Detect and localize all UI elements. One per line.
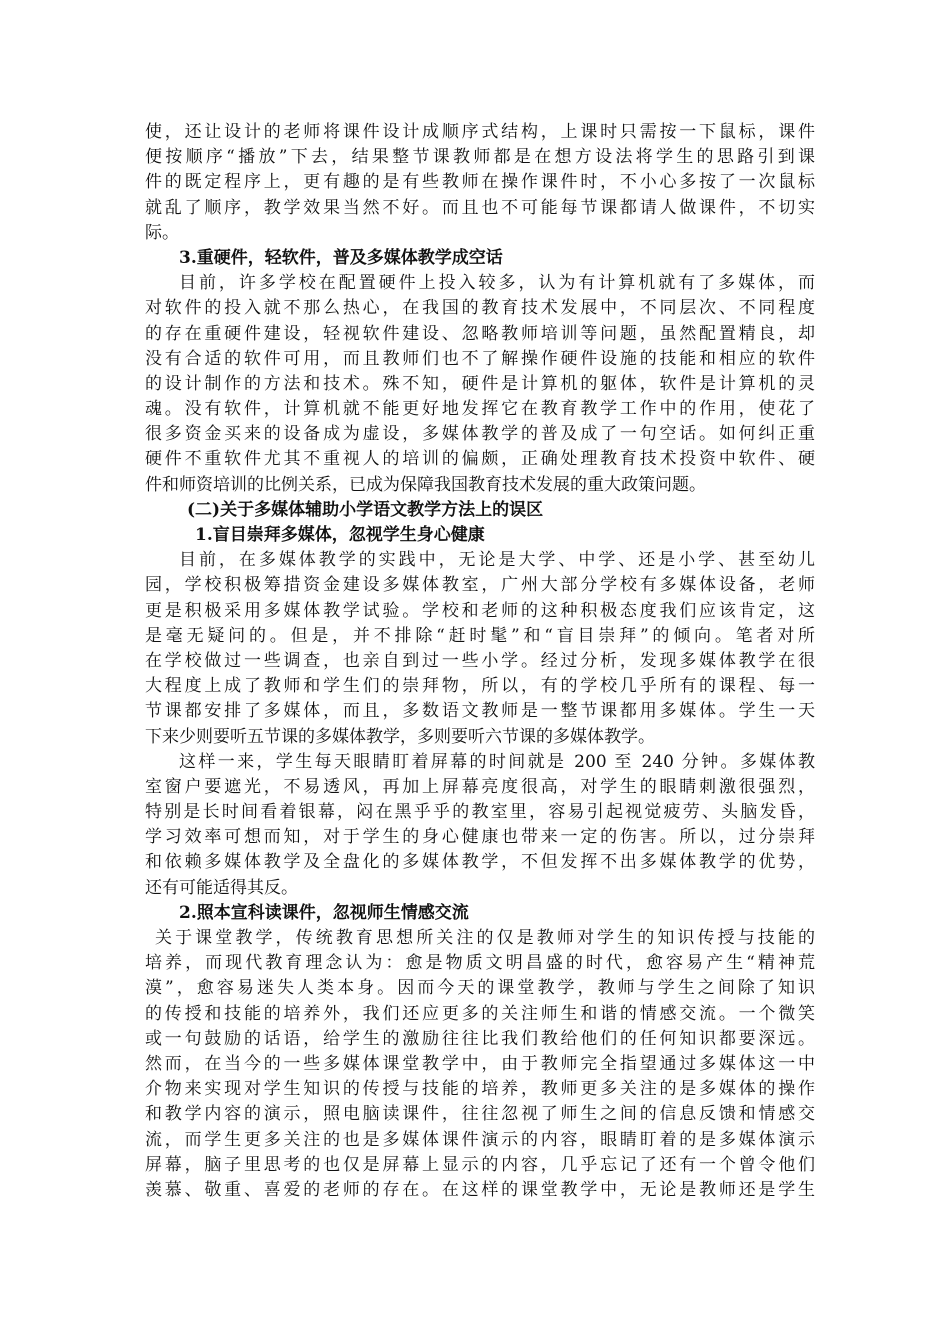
text-line: 屏幕，脑子里思考的也仅是屏幕上显示的内容，几乎忘记了还有一个曾令他们 (145, 1154, 815, 1175)
heading-hardware-software: 3.重硬件，轻软件，普及多媒体教学成空话 (179, 247, 503, 268)
text-line: 节课都安排了多媒体，而且，多数语文教师是一整节课都用多媒体。学生一天 (145, 701, 815, 722)
text-line: 很多资金买来的设备成为虚设，多媒体教学的普及成了一句空话。如何纠正重 (145, 424, 815, 445)
text-line: 流，而学生更多关注的也是多媒体课件演示的内容，眼睛盯着的是多媒体演示 (145, 1129, 815, 1150)
heading-reading-courseware: 2.照本宣科读课件，忽视师生情感交流 (179, 902, 469, 923)
section-heading-methods: (二)关于多媒体辅助小学语文教学方法上的误区 (187, 499, 544, 520)
paragraph-blind-worship (145, 548, 815, 750)
text-line: 件和师资培训的比例关系，已成为保障我国教育技术发展的重大政策问题。 (145, 474, 706, 495)
heading-blind-worship: 1.盲目崇拜多媒体，忽视学生身心健康 (195, 525, 485, 545)
text-line: 使，还让设计的老师将课件设计成顺序式结构，上课时只需按一下鼠标，课件 (145, 122, 815, 142)
text-line: 介物来实现对学生知识的传授与技能的培养，教师更多关注的是多媒体的操作 (145, 1079, 815, 1100)
text-line: 目前，许多学校在配置硬件上投入较多，认为有计算机就有了多媒体，而 (179, 273, 815, 294)
text-line: 魂。没有软件，计算机就不能更好地发挥它在教育教学工作中的作用，使花了 (145, 399, 815, 420)
text-line: 大程度上成了教师和学生们的崇拜物，所以，有的学校几乎所有的课程、每一 (145, 676, 815, 697)
text-line: 或一句鼓励的话语，给学生的激励往往比我们教给他们的任何知识都要深远。 (145, 1028, 815, 1049)
text-line: 际。 (145, 222, 179, 243)
text-line: 羡慕、敬重、喜爱的老师的存在。在这样的课堂教学中，无论是教师还是学生 (145, 1179, 815, 1200)
text-line: 的设计制作的方法和技术。殊不知，硬件是计算机的躯体，软件是计算机的灵 (145, 373, 815, 394)
text-line: 硬件不重软件尤其不重视人的培训的偏颇，正确处理教育技术投资中软件、硬 (145, 449, 815, 470)
text-line: 在学校做过一些调查，也亲自到过一些小学。经过分析，发现多媒体教学在很 (145, 650, 815, 671)
paragraph-hardware-software (145, 271, 815, 498)
text-line: 对软件的投入就不那么热心，在我国的教育技术发展中，不同层次、不同程度 (145, 298, 815, 319)
text-line: 是毫无疑问的。但是，并不排除“赶时髦”和“盲目崇拜”的倾向。笔者对所 (145, 625, 815, 646)
text-line: 和教学内容的演示，照电脑读课件，往往忽视了师生之间的信息反馈和情感交 (145, 1104, 815, 1125)
text-line: 学习效率可想而知，对于学生的身心健康也带来一定的伤害。所以，过分崇拜 (145, 827, 815, 848)
text-line: 和依赖多媒体教学及全盘化的多媒体教学，不但发挥不出多媒体教学的优势， (145, 852, 815, 873)
text-line: 这样一来，学生每天眼睛盯着屏幕的时间就是 200 至 240 分钟。多媒体教 (179, 751, 815, 772)
text-line: 室窗户要遮光，不易透风，再加上屏幕亮度很高，对学生的眼睛刺激很强烈， (145, 776, 815, 797)
text-line: 培养，而现代教育理念认为：愈是物质文明昌盛的时代，愈容易产生“精神荒 (145, 953, 815, 974)
document-body (145, 120, 815, 1203)
text-line: 便按顺序“播放”下去，结果整节课教师都是在想方设法将学生的思路引到课 (145, 147, 815, 168)
text-line: 园，学校积极筹措资金建设多媒体教室，广州大部分学校有多媒体设备，老师 (145, 575, 815, 596)
text-line: 目前，在多媒体教学的实践中，无论是大学、中学、还是小学、甚至幼儿 (179, 550, 815, 571)
text-line: 还有可能适得其反。 (145, 877, 298, 898)
text-line: 关于课堂教学，传统教育思想所关注的仅是教师对学生的知识传授与技能的 (155, 928, 815, 948)
text-line: 特别是长时间看着银幕，闷在黑乎乎的教室里，容易引起视觉疲劳、头脑发昏， (145, 802, 815, 823)
text-line: 就乱了顺序，教学效果当然不好。而且也不可能每节课都请人做课件，不切实 (145, 197, 815, 218)
paragraph-intro (145, 120, 815, 246)
text-line: 下来少则要听五节课的多媒体教学，多则要听六节课的多媒体教学。 (145, 726, 655, 747)
paragraph-emotional-exchange (145, 926, 815, 1203)
text-line: 的传授和技能的培养外，我们还应更多的关注师生和谐的情感交流。一个微笑 (145, 1003, 815, 1024)
text-line: 漠”，愈容易迷失人类本身。因而今天的课堂教学，教师与学生之间除了知识 (145, 978, 815, 999)
text-line: 件的既定程序上，更有趣的是有些教师在操作课件时，不小心多按了一次鼠标 (145, 172, 815, 193)
text-line: 然而，在当今的一些多媒体课堂教学中，由于教师完全指望通过多媒体这一中 (145, 1053, 815, 1074)
text-line: 的存在重硬件建设，轻视软件建设、忽略教师培训等问题，虽然配置精良，却 (145, 323, 815, 344)
text-line: 更是积极采用多媒体教学试验。学校和老师的这种积极态度我们应该肯定，这 (145, 600, 815, 621)
text-line: 没有合适的软件可用，而且教师们也不了解操作硬件设施的技能和相应的软件 (145, 348, 815, 369)
paragraph-eye-health (145, 750, 815, 901)
